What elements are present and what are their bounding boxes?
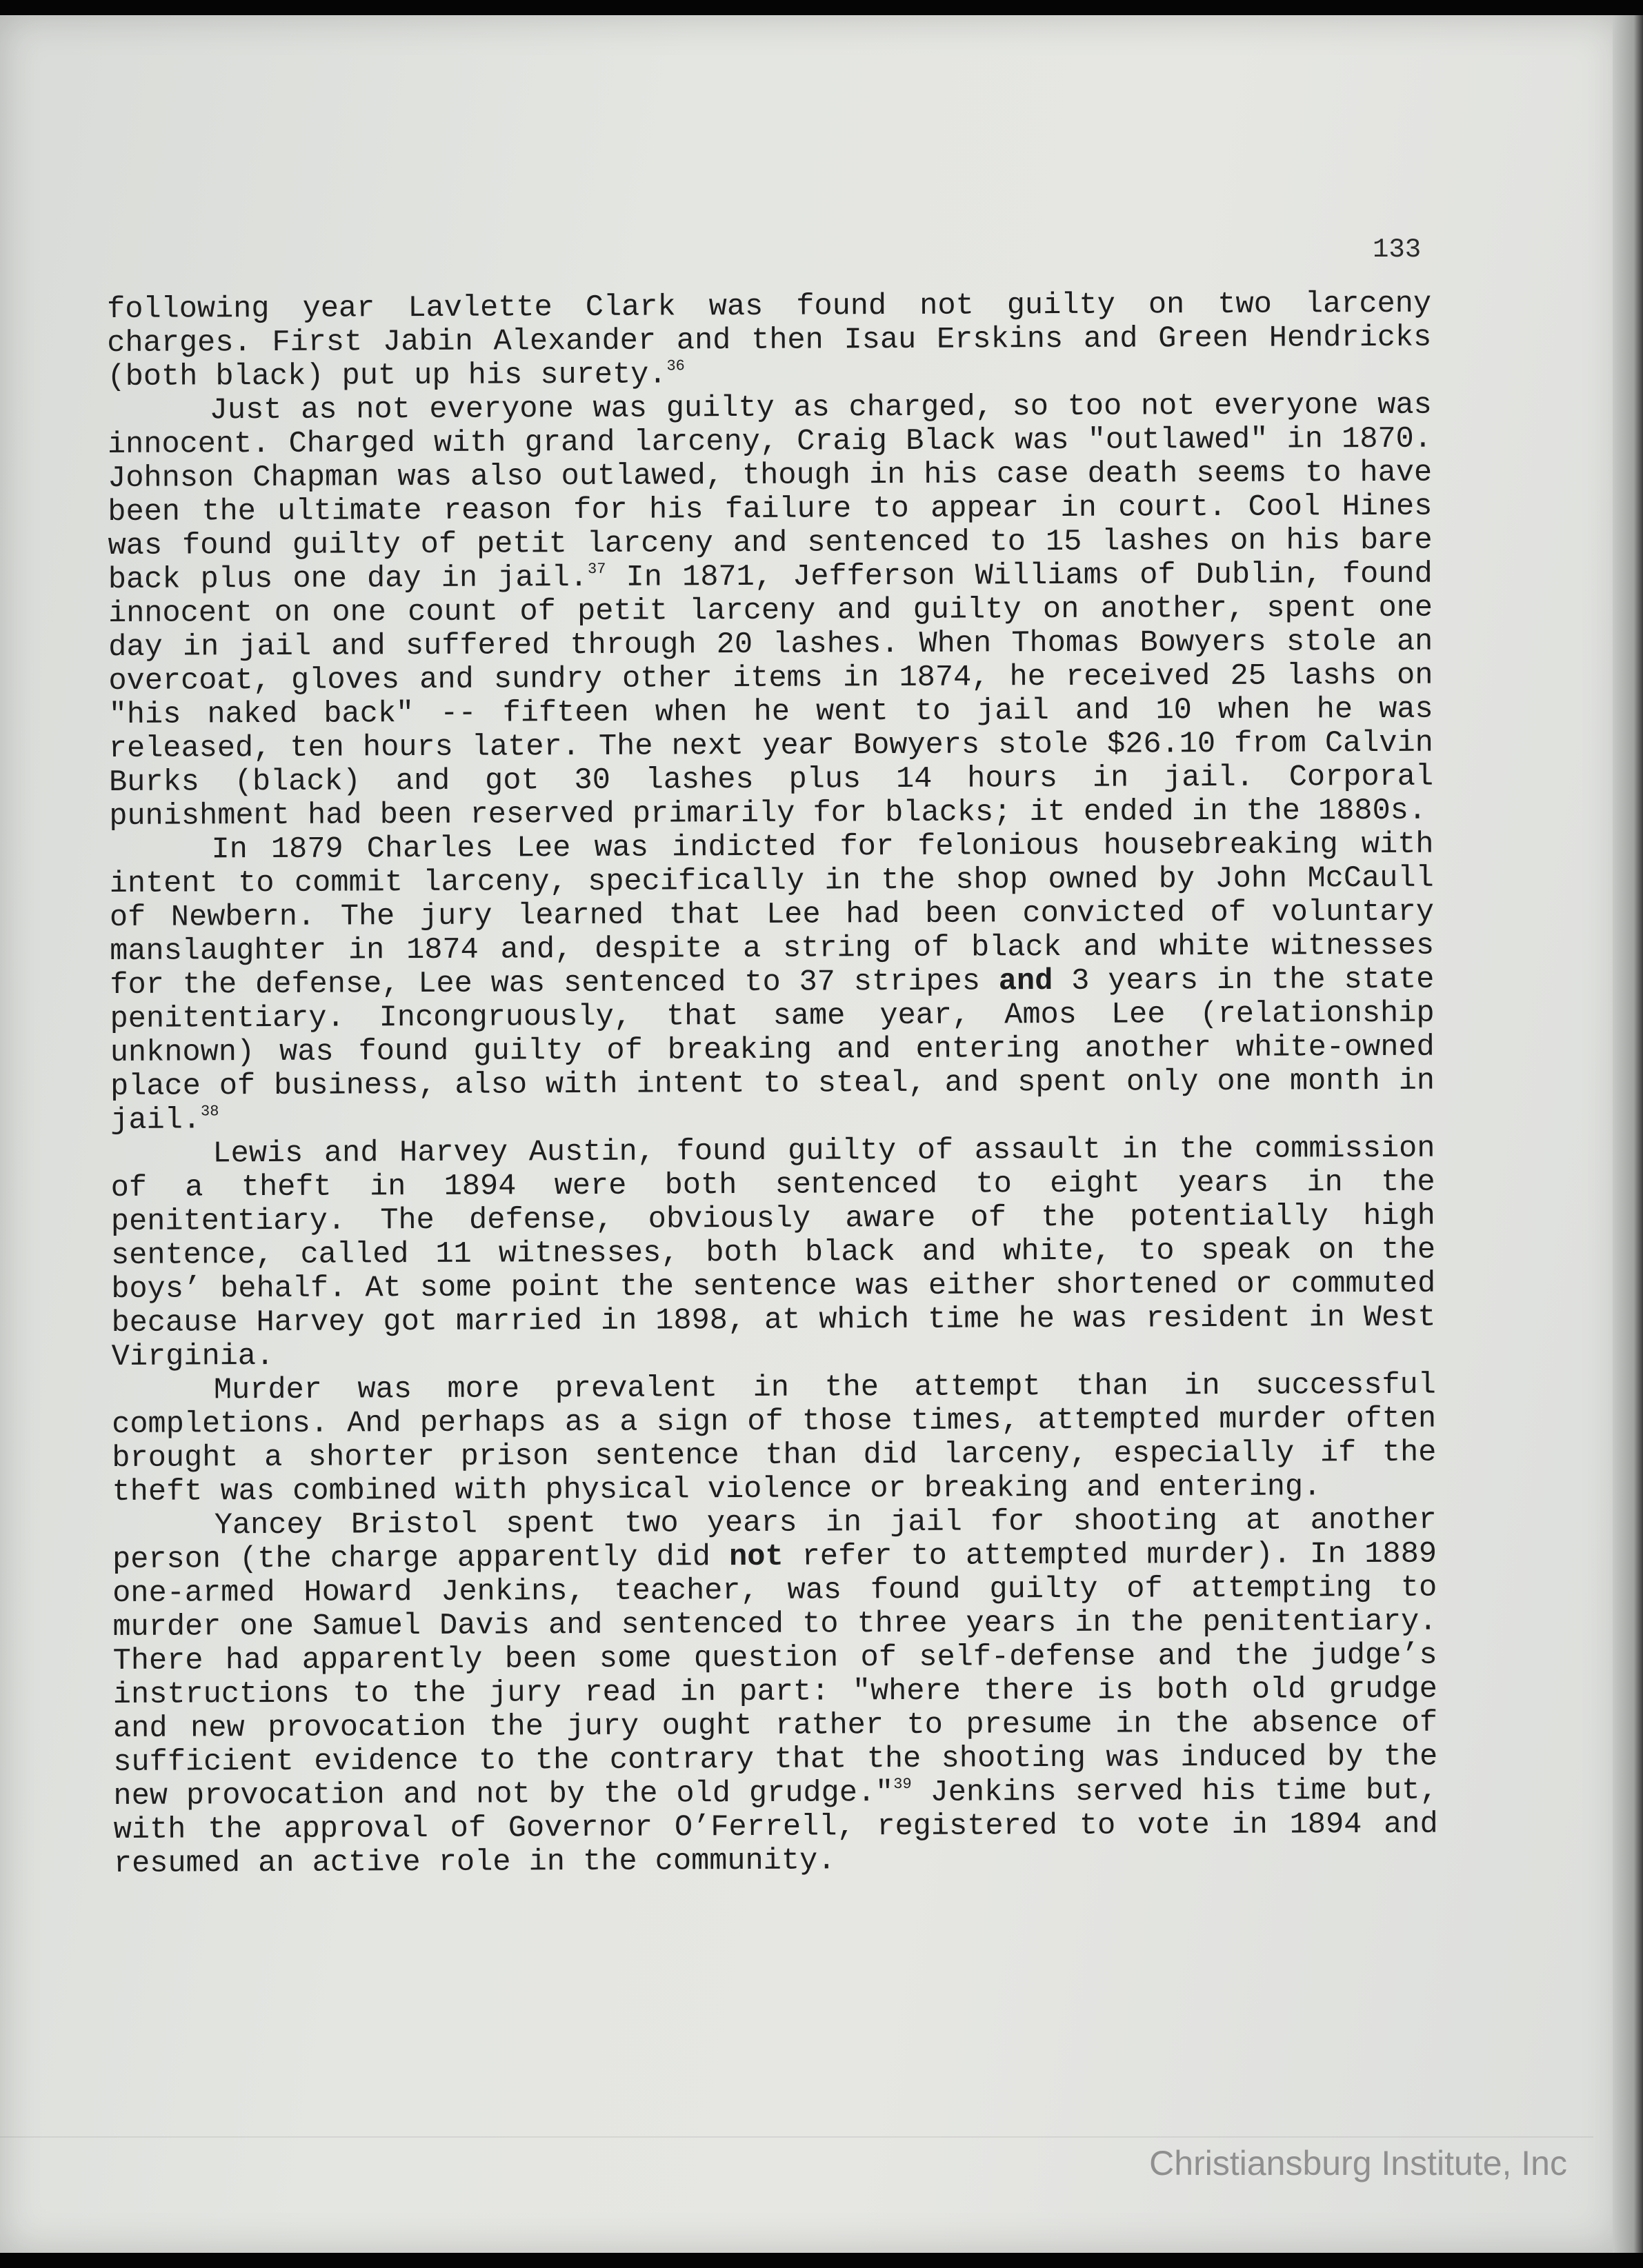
text-run: Lewis and Harvey Austin, found guilty of assault in the commission of a theft in 1894 were both sentenced to eight years in the penitentiary. The defense, obviously aware of the potentially high sentence, called 11 witnesses, both black and white, to speak on the boys’ behalf. At some point the sentence was either shortened or commuted because Harvey got married in 1898, at which time he was resident in West Virginia. <box>110 1132 1436 1374</box>
text-run: following year Lavlette Clark was found not guilty on two larceny charges. First Jabin Alexander and then Isau Erskins and Green Hendricks (both black) put up his surety. <box>107 287 1432 394</box>
paragraph <box>109 828 1435 1138</box>
footnote-marker: 38 <box>200 1103 219 1121</box>
footnote-marker: 36 <box>666 357 685 375</box>
text-run: Murder was more prevalent in the attempt than in successful completions. And perhaps as a sign of those times, attempted murder often brought a shorter prison sentence than did larceny, especially if the theft was combined with physical violence or breaking and entering. <box>112 1368 1437 1509</box>
footnote-marker: 37 <box>587 560 606 578</box>
bold-word: not <box>729 1540 784 1575</box>
paragraph <box>107 288 1432 394</box>
page-edge-shadow <box>1613 15 1643 2253</box>
text-run: refer to attempted murder). In 1889 one-armed Howard Jenkins, teacher, was found guilty of attempting to murder one Samuel Davis and sentenced to three years in the penitentiary. There had apparently been some question of self-defense and the judge’s instructions to the jury read in part: "where there is both old grudge and new provocation the jury ought rather to presume in the absence of sufficient evidence to the contrary that the shooting was induced by the new provocation and not by the old grudge." <box>112 1537 1438 1814</box>
paragraph <box>110 1132 1435 1374</box>
paragraph <box>112 1504 1438 1881</box>
paragraph <box>112 1369 1437 1509</box>
text-run: Jenkins served his time but, with the approval of Governor O’Ferrell, registered to vote in 1894 and resumed an active role in the community. <box>113 1774 1438 1881</box>
text-run: Just as not everyone was guilty as charged, so too not everyone was innocent. Charged with grand larceny, Craig Black was "outlawed" in 1870. Johnson Chapman was also outlawed, though in his case death seems to have been the ultimate reason for his failure to appear in court. Cool Hines was found guilty of petit larceny and sentenced to 15 lashes on his bare back plus one day in jail. <box>107 388 1433 597</box>
bold-word: and <box>998 965 1053 999</box>
text-run: Yancey Bristol spent two years in jail for shooting at another person (the charge apparently did <box>112 1503 1437 1577</box>
page-number: 133 <box>1373 234 1422 265</box>
watermark-text: Christiansburg Institute, Inc <box>1149 2144 1567 2182</box>
text-run: In 1871, Jefferson Williams of Dublin, found innocent on one count of petit larceny and guilty on another, spent one day in jail and suffered through 20 lashes. When Thomas Bowyers stole an overcoat, gloves and sundry other items in 1874, he received 25 lashs on "his naked back" -- fifteen when he went to jail and 10 when he was released, ten hours later. The next year Bowyers stole $26.10 from Calvin Burks (black) and got 30 lashes plus 14 hours in jail. Corporal punishment had been reserved primarily for blacks; it ended in the 1880s. <box>108 557 1434 834</box>
paragraph <box>108 389 1434 834</box>
page-bottom-rule <box>0 2136 1593 2138</box>
text-run: In 1879 Charles Lee was indicted for felonious housebreaking with intent to commit larceny, specifically in the shop owned by John McCaull of Newbern. The jury learned that Lee had been convicted of voluntary manslaughter in 1874 and, despite a string of black and white witnesses for the defense, Lee was sentenced to 37 stripes <box>109 827 1435 1003</box>
body-text <box>107 288 1438 1881</box>
footnote-marker: 39 <box>893 1775 912 1794</box>
text-run: 3 years in the state penitentiary. Incongruously, that same year, Amos Lee (relationship unknown) was found guilty of breaking and entering another white-owned place of business, also with intent to steal, and spent only one month in jail. <box>110 963 1435 1138</box>
